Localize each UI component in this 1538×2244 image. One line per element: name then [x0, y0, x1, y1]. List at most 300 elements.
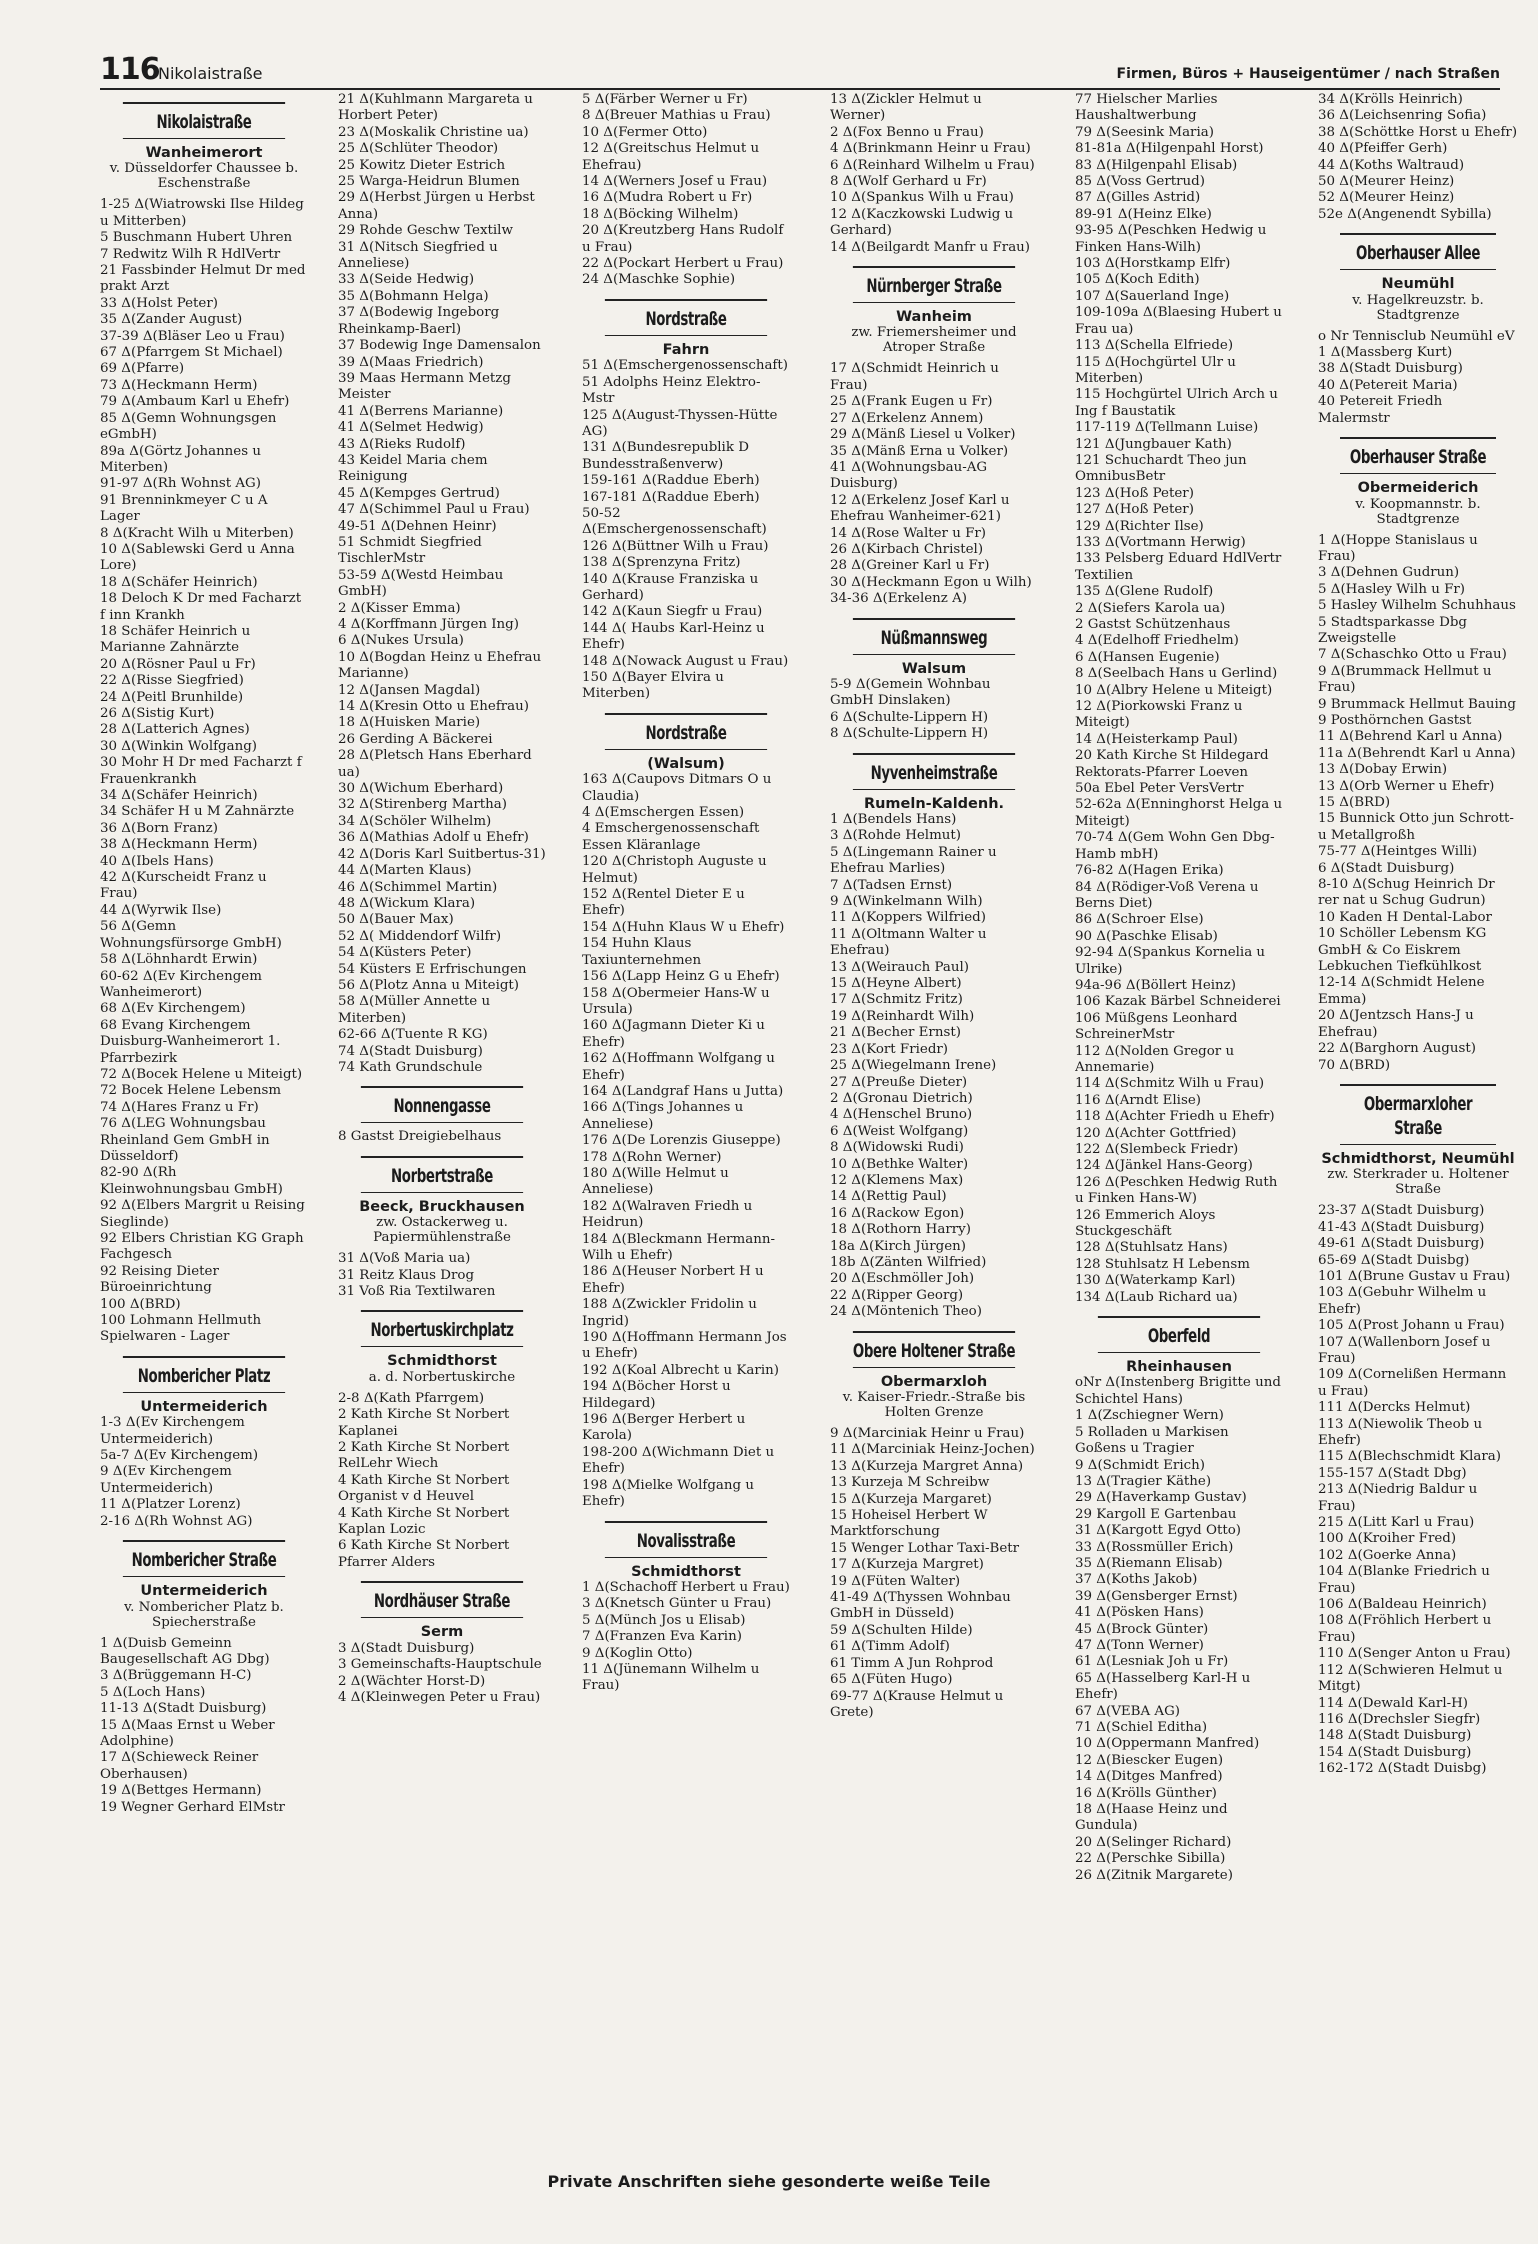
address-entry: 162 Δ(Hoffmann Wolfgang u Ehefr) [582, 1051, 775, 1083]
district-label: Obermarxloh [880, 1373, 988, 1390]
address-entry: 51 Δ(Emschergenossenschaft) [582, 358, 788, 374]
address-entry: 34 Δ(Krölls Heinrich) [1318, 92, 1463, 107]
address-entry: 133 Δ(Vortmann Herwig) [1075, 534, 1246, 550]
address-entry: 4 Emschergenossenschaft Essen Kläranlage [582, 821, 760, 853]
address-entry: 130 Δ(Waterkamp Karl) [1075, 1273, 1236, 1289]
address-entry: 154 Δ(Stadt Duisburg) [1318, 1744, 1472, 1760]
address-entry: 215 Δ(Litt Karl u Frau) [1318, 1515, 1475, 1531]
address-entry: 8-10 Δ(Schug Heinrich Dr rer nat u Schug Gudrun) [1318, 877, 1495, 909]
address-entry: 25 Warga-Heidrun Blumen [338, 174, 520, 190]
street-heading: Oberhauser Allee [1340, 233, 1496, 270]
address-entry: 22 Δ(Pockart Herbert u Frau) [582, 256, 784, 272]
address-entry: 128 Δ(Stuhlsatz Hans) [1075, 1240, 1228, 1256]
address-entry: 24 Δ(Möntenich Theo) [830, 1304, 982, 1320]
address-entry: 67 Δ(Pfarrgem St Michael) [100, 345, 283, 361]
address-entry: 77 Hielscher Marlies Haushaltwerbung [1075, 92, 1218, 124]
address-entry: 67 Δ(VEBA AG) [1075, 1703, 1180, 1719]
address-entry: 15 Δ(Heyne Albert) [830, 976, 962, 992]
district-label: Wanheim [896, 309, 972, 326]
address-entry: 47 Δ(Tonn Werner) [1075, 1637, 1204, 1653]
address-entry: 79 Δ(Ambaum Karl u Ehefr) [100, 394, 290, 410]
column-2 [338, 92, 546, 2132]
address-entry: 159-161 Δ(Raddue Eberh) [582, 473, 760, 489]
address-entry: 1 Δ(Schachoff Herbert u Frau) [582, 1579, 790, 1595]
address-entry: 4 Δ(Henschel Bruno) [830, 1107, 973, 1123]
address-entry: 10 Δ(Oppermann Manfred) [1075, 1736, 1260, 1752]
address-entry: 72 Δ(Bocek Helene u Miteigt) [100, 1066, 303, 1082]
address-entry: 22 Δ(Perschke Sibilla) [1075, 1851, 1226, 1867]
address-entry: 115 Hochgürtel Ulrich Arch u Ing f Baustatik [1075, 387, 1278, 419]
address-entry: 70 Δ(BRD) [1318, 1057, 1391, 1073]
address-entry: 1 Δ(Hoppe Stanislaus u Frau) [1318, 532, 1478, 564]
address-entry: 12 Δ(Erkelenz Josef Karl u Ehefrau Wanheimer-621) [830, 492, 1010, 525]
address-entry: oNr Δ(Instenberg Brigitte und Schichtel Hans) [1075, 1375, 1281, 1407]
address-entry: 20 Kath Kirche St Hildegard Rektorats-Pfarrer Loeven [1075, 748, 1269, 780]
address-entry: 34 Δ(Schöler Wilhelm) [338, 813, 492, 829]
address-entry: 89-91 Δ(Heinz Elke) [1075, 206, 1212, 222]
street-heading: Nombericher Straße [123, 1540, 285, 1577]
address-entry: 50a Ebel Peter VersVertr [1075, 781, 1244, 797]
address-entry: 115 Δ(Hochgürtel Ulr u Miterben) [1075, 354, 1236, 386]
address-entry: 123 Δ(Hoß Peter) [1075, 485, 1194, 501]
address-entry: 10 Δ(Fermer Otto) [582, 124, 708, 140]
address-entry: 7 Δ(Schaschko Otto u Frau) [1318, 647, 1507, 663]
address-entry: 120 Δ(Christoph Auguste u Helmut) [582, 854, 767, 886]
address-entry: 1 Δ(Duisb Gemeinn Baugesellschaft AG Dbg) [100, 1635, 270, 1667]
address-entry: 20 Δ(Kreutzberg Hans Rudolf u Frau) [582, 223, 784, 255]
address-entry: 138 Δ(Sprenzyna Fritz) [582, 555, 741, 571]
address-entry: 113 Δ(Niewolik Theob u Ehefr) [1318, 1416, 1483, 1448]
address-entry: 121 Schuchardt Theo jun OmnibusBetr [1075, 452, 1247, 485]
address-entry: 5 Δ(Färber Werner u Fr) [582, 92, 748, 107]
address-entry: 58 Δ(Müller Annette u Miterben) [338, 994, 491, 1026]
address-entry: 40 Δ(Pfeiffer Gerh) [1318, 141, 1448, 157]
address-entry: 12 Δ(Kaczkowski Ludwig u Gerhard) [830, 206, 1014, 239]
address-entry: 50 Δ(Bauer Max) [338, 912, 454, 928]
address-entry: 3 Δ(Rohde Helmut) [830, 828, 962, 844]
address-entry: 69-77 Δ(Krause Helmut u Grete) [830, 1688, 1004, 1720]
address-entry: 31 Δ(Kargott Egyd Otto) [1075, 1523, 1241, 1539]
address-entry: 43 Keidel Maria chem Reinigung [338, 452, 488, 485]
address-entry: 91-97 Δ(Rh Wohnst AG) [100, 476, 261, 492]
street-heading: Norbertuskirchplatz [361, 1310, 523, 1347]
address-entry: 47 Δ(Schimmel Paul u Frau) [338, 502, 530, 518]
address-entry: 112 Δ(Schwieren Helmut u Mitgt) [1318, 1662, 1503, 1695]
address-entry: 1 Δ(Zschiegner Wern) [1075, 1408, 1224, 1424]
address-entry: 92 Elbers Christian KG Graph Fachgesch [100, 1231, 304, 1263]
address-entry: 84 Δ(Rödiger-Voß Verena u Berns Diet) [1075, 879, 1259, 911]
address-entry: 3 Δ(Dehnen Gudrun) [1318, 565, 1460, 581]
address-entry: 126 Emmerich Aloys Stuckgeschäft [1075, 1207, 1216, 1240]
address-entry: 89a Δ(Görtz Johannes u Miterben) [100, 443, 261, 475]
address-entry: 4 Δ(Brinkmann Heinr u Frau) [830, 141, 1031, 157]
address-entry: 127 Δ(Hoß Peter) [1075, 502, 1194, 518]
address-entry: 75-77 Δ(Heintges Willi) [1318, 844, 1478, 860]
address-entry: 23 Δ(Moskalik Christine ua) [338, 124, 529, 140]
address-entry: 16 Δ(Krölls Günther) [1075, 1785, 1217, 1801]
address-entry: 154 Δ(Huhn Klaus W u Ehefr) [582, 919, 785, 935]
address-entry: 18a Δ(Kirch Jürgen) [830, 1238, 966, 1254]
address-entry: 28 Δ(Greiner Karl u Fr) [830, 558, 990, 574]
address-entry: 115 Δ(Blechschmidt Klara) [1318, 1449, 1501, 1465]
address-entry: 36 Δ(Born Franz) [100, 820, 218, 836]
address-entry: 2 Δ(Siefers Karola ua) [1075, 600, 1226, 616]
address-entry: 14 Δ(Rettig Paul) [830, 1189, 947, 1205]
street-range-note: v. Hagelkreuzstr. b. Stadtgrenze [1352, 292, 1484, 323]
address-entry: 21 Fassbinder Helmut Dr med prakt Arzt [100, 263, 306, 295]
address-entry: 91 Brenninkmeyer C u A Lager [100, 492, 268, 525]
address-entry: 13 Δ(Tragier Käthe) [1075, 1473, 1212, 1489]
address-entry: 83 Δ(Hilgenpahl Elisab) [1075, 157, 1238, 173]
address-entry: 26 Δ(Sistig Kurt) [100, 706, 215, 721]
address-entry: 92-94 Δ(Spankus Kornelia u Ulrike) [1075, 945, 1266, 977]
address-entry: 19 Δ(Reinhardt Wilh) [830, 1008, 975, 1024]
address-entry: 49-51 Δ(Dehnen Heinr) [338, 518, 497, 534]
address-entry: 43 Δ(Rieks Rudolf) [338, 436, 466, 452]
page-section: Firmen, Büros + Hauseigentümer / nach Straßen [1116, 66, 1500, 82]
address-entry: 23-37 Δ(Stadt Duisburg) [1318, 1203, 1485, 1219]
address-entry: 18 Δ(Haase Heinz und Gundula) [1075, 1802, 1228, 1834]
address-entry: 106 Δ(Baldeau Heinrich) [1318, 1597, 1487, 1613]
address-entry: 39 Maas Hermann Metzg Meister [338, 370, 511, 403]
address-entry: 148 Δ(Nowack August u Frau) [582, 653, 789, 669]
address-entry: 29 Δ(Mänß Liesel u Volker) [830, 427, 1016, 443]
address-entry: 38 Δ(Schöttke Horst u Ehefr) [1318, 124, 1518, 140]
district-label: (Walsum) [647, 755, 725, 772]
address-entry: 27 Δ(Preuße Dieter) [830, 1074, 968, 1090]
address-entry: 15 Wenger Lothar Taxi-Betr [830, 1540, 1020, 1556]
address-entry: 167-181 Δ(Raddue Eberh) [582, 489, 760, 505]
address-entry: 2 Kath Kirche St Norbert Kaplanei [338, 1407, 510, 1439]
address-entry: 12 Δ(Klemens Max) [830, 1172, 964, 1188]
address-entry: 2 Δ(Kisser Emma) [338, 600, 461, 616]
column-5 [1075, 92, 1283, 2132]
address-entry: 162-172 Δ(Stadt Duisbg) [1318, 1761, 1487, 1777]
address-entry: 11a Δ(Behrendt Karl u Anna) [1318, 745, 1516, 761]
district-label: Obermeiderich [1357, 480, 1479, 497]
address-entry: 19 Δ(Bettges Hermann) [100, 1783, 262, 1799]
address-entry: 11 Δ(Jünemann Wilhelm u Frau) [582, 1661, 760, 1694]
address-entry: 18 Δ(Huisken Marie) [338, 715, 481, 731]
address-entry: 2 Δ(Fox Benno u Frau) [830, 124, 984, 140]
address-entry: 10 Schöller Lebensm KG GmbH & Co Eiskrem Lebkuchen Tiefkühlkost [1318, 926, 1487, 975]
address-entry: 41-49 Δ(Thyssen Wohnbau GmbH in Düsseld) [830, 1590, 1011, 1622]
address-entry: 11 Δ(Marciniak Heinz-Jochen) [830, 1442, 1035, 1458]
address-entry: 144 Δ( Haubs Karl-Heinz u Ehefr) [582, 620, 765, 653]
address-entry: 30 Δ(Wichum Eberhard) [338, 781, 504, 797]
address-entry: 34 Δ(Schäfer Heinrich) [100, 788, 258, 804]
address-entry: 17 Δ(Schmitz Fritz) [830, 992, 963, 1008]
district-label: Schmidthorst [631, 1563, 741, 1580]
address-entry: 54 Küsters E Erfrischungen [338, 961, 527, 977]
address-entry: 180 Δ(Wille Helmut u Anneliese) [582, 1165, 729, 1198]
address-entry: 31 Δ(Nitsch Siegfried u Anneliese) [338, 239, 498, 272]
address-entry: 65 Δ(Füten Hugo) [830, 1672, 953, 1688]
address-entry: 11 Δ(Platzer Lorenz) [100, 1497, 241, 1513]
address-entry: 5 Δ(Lingemann Rainer u Ehefrau Marlies) [830, 844, 997, 877]
address-entry: 71 Δ(Schiel Editha) [1075, 1720, 1208, 1735]
street-heading: Novalisstraße [605, 1521, 767, 1558]
address-entry: 44 Δ(Koths Waltraud) [1318, 157, 1465, 173]
address-entry: 6 Δ(Schulte-Lippern H) [830, 709, 989, 725]
address-entry: 68 Evang Kirchengem Duisburg-Wanheimerort 1. Pfarrbezirk [100, 1017, 281, 1066]
address-entry: 13 Δ(Orb Werner u Ehefr) [1318, 778, 1495, 794]
street-heading: Nonnengasse [361, 1086, 523, 1123]
street-heading: Nordstraße [605, 299, 767, 336]
address-entry: 40 Δ(Ibels Hans) [100, 853, 214, 869]
page-number: 116 [100, 52, 160, 87]
address-entry: 18b Δ(Zänten Wilfried) [830, 1254, 987, 1270]
address-entry: 15 Δ(BRD) [1318, 795, 1391, 810]
address-entry: 184 Δ(Bleckmann Hermann-Wilh u Ehefr) [582, 1231, 776, 1263]
street-range-note: zw. Ostackerweg u. Papiermühlenstraße [373, 1215, 511, 1246]
address-entry: 5 Rolladen u Markisen Goßens u Tragier [1075, 1424, 1229, 1457]
street-heading: Nordhäuser Straße [361, 1581, 523, 1618]
address-entry: 4 Kath Kirche St Norbert Organist v d Heuvel [338, 1472, 510, 1505]
address-entry: 11 Δ(Oltmann Walter u Ehefrau) [830, 926, 987, 959]
address-entry: o Nr Tennisclub Neumühl eV [1318, 328, 1515, 344]
address-entry: 109 Δ(Cornelißen Hermann u Frau) [1318, 1367, 1507, 1399]
street-heading: Norbertstraße [361, 1156, 523, 1193]
address-entry: 178 Δ(Rohn Werner) [582, 1149, 722, 1165]
address-entry: 101 Δ(Brune Gustav u Frau) [1318, 1268, 1511, 1284]
address-entry: 10 Kaden H Dental-Labor [1318, 909, 1492, 925]
address-entry: 61 Timm A Jun Rohprod [830, 1655, 994, 1671]
address-entry: 48 Δ(Wickum Klara) [338, 895, 476, 911]
address-entry: 182 Δ(Walraven Friedh u Heidrun) [582, 1198, 753, 1231]
address-entry: 24 Δ(Maschke Sophie) [582, 272, 736, 288]
address-entry: 1 Δ(Bendels Hans) [830, 812, 957, 827]
address-entry: 21 Δ(Kuhlmann Margareta u Horbert Peter) [338, 92, 533, 124]
address-entry: 20 Δ(Rösner Paul u Fr) [100, 656, 256, 672]
address-entry: 30 Δ(Heckmann Egon u Wilh) [830, 574, 1032, 590]
address-entry: 107 Δ(Wallenborn Josef u Frau) [1318, 1334, 1491, 1366]
address-entry: 92 Δ(Elbers Margrit u Reising Sieglinde) [100, 1198, 305, 1230]
address-entry: 11 Δ(Behrend Karl u Anna) [1318, 729, 1503, 745]
address-entry: 37 Δ(Bodewig Ingeborg Rheinkamp-Baerl) [338, 305, 500, 337]
district-label: Untermeiderich [140, 1398, 268, 1415]
address-entry: 82-90 Δ(Rh Kleinwohnungsbau GmbH) [100, 1165, 283, 1197]
address-entry: 24 Δ(Peitl Brunhilde) [100, 689, 244, 705]
address-entry: 70-74 Δ(Gem Wohn Gen Dbg-Hamb mbH) [1075, 830, 1275, 862]
address-entry: 34-36 Δ(Erkelenz A) [830, 591, 968, 607]
street-heading: Oberfeld [1098, 1316, 1260, 1353]
address-entry: 8 Δ(Schulte-Lippern H) [830, 726, 989, 742]
district-label: Fahrn [662, 341, 710, 358]
street-range-note: a. d. Norbertuskirche [368, 1369, 516, 1385]
address-entry: 18 Δ(Böcking Wilhelm) [582, 206, 739, 222]
street-range-note: v. Kaiser-Friedr.-Straße bis Holten Grenze [842, 1390, 1026, 1420]
address-entry: 12 Δ(Greitschus Helmut u Ehefrau) [582, 141, 760, 173]
address-entry: 36 Δ(Mathias Adolf u Ehefr) [338, 830, 529, 846]
address-entry: 164 Δ(Landgraf Hans u Jutta) [582, 1083, 784, 1099]
address-entry: 4 Δ(Emschergen Essen) [582, 805, 745, 821]
address-entry: 12 Δ(Piorkowski Franz u Miteigt) [1075, 699, 1243, 731]
street-heading: Obermarxloher Straße [1340, 1084, 1496, 1145]
address-entry: 85 Δ(Gemn Wohnungsgen eGmbH) [100, 410, 277, 443]
address-entry: 13 Δ(Kurzeja Margret Anna) [830, 1458, 1024, 1474]
address-entry: 14 Δ(Rose Walter u Fr) [830, 525, 987, 541]
address-entry: 29 Δ(Herbst Jürgen u Herbst Anna) [338, 190, 535, 222]
address-entry: 51 Adolphs Heinz Elektro-Mstr [582, 374, 761, 407]
address-entry: 26 Δ(Kirbach Christel) [830, 541, 984, 557]
address-entry: 32 Δ(Stirenberg Martha) [338, 797, 508, 813]
address-entry: 116 Δ(Arndt Elise) [1075, 1092, 1201, 1108]
address-entry: 103 Δ(Horstkamp Elfr) [1075, 256, 1231, 272]
address-entry: 8 Δ(Breuer Mathias u Frau) [582, 108, 771, 124]
address-entry: 14 Δ(Kresin Otto u Ehefrau) [338, 699, 530, 715]
address-entry: 128 Stuhlsatz H Lebensm [1075, 1256, 1250, 1272]
column-1 [100, 92, 308, 2132]
district-label: Walsum [901, 660, 967, 677]
address-entry: 31 Δ(Voß Maria ua) [338, 1251, 471, 1267]
address-entry: 5 Δ(Münch Jos u Elisab) [582, 1612, 746, 1628]
address-entry: 4 Kath Kirche St Norbert Kaplan Lozic [338, 1505, 510, 1538]
address-entry: 106 Kazak Bärbel Schneiderei [1075, 994, 1281, 1010]
address-entry: 93-95 Δ(Peschken Hedwig u Finken Hans-Wilh) [1075, 223, 1267, 255]
address-entry: 33 Δ(Holst Peter) [100, 295, 218, 311]
street-heading: Nürnberger Straße [853, 266, 1015, 303]
address-entry: 18 Deloch K Dr med Facharzt f inn Krankh [100, 591, 302, 623]
street-heading: Nordstraße [605, 713, 767, 750]
address-entry: 38 Δ(Heckmann Herm) [100, 837, 258, 853]
address-entry: 86 Δ(Schroer Else) [1075, 912, 1204, 928]
address-entry: 17 Δ(Schmidt Heinrich u Frau) [830, 361, 999, 393]
address-entry: 59 Δ(Schulten Hilde) [830, 1622, 973, 1638]
address-entry: 1 Δ(Massberg Kurt) [1318, 345, 1453, 361]
address-entry: 14 Δ(Beilgardt Manfr u Frau) [830, 239, 1031, 255]
address-entry: 31 Reitz Klaus Drog [338, 1267, 475, 1283]
address-entry: 68 Δ(Ev Kirchengem) [100, 1001, 246, 1017]
address-entry: 25 Kowitz Dieter Estrich [338, 157, 506, 173]
address-entry: 188 Δ(Zwickler Fridolin u Ingrid) [582, 1297, 757, 1329]
street-range-note: v. Koopmannstr. b. Stadtgrenze [1355, 496, 1481, 527]
address-entry: 121 Δ(Jungbauer Kath) [1075, 436, 1232, 452]
address-entry: 12 Δ(Jansen Magdal) [338, 682, 481, 698]
address-entry: 16 Δ(Mudra Robert u Fr) [582, 190, 753, 206]
address-entry: 10 Δ(Bethke Walter) [830, 1156, 969, 1172]
address-entry: 61 Δ(Timm Adolf) [830, 1639, 950, 1655]
address-entry: 5a-7 Δ(Ev Kirchengem) [100, 1448, 259, 1464]
street-range-note: v. Nombericher Platz b. Spiecherstraße [124, 1599, 284, 1630]
address-entry: 9 Δ(Winkelmann Wilh) [830, 894, 983, 910]
address-entry: 5-9 Δ(Gemein Wohnbau GmbH Dinslaken) [830, 676, 991, 709]
address-entry: 125 Δ(August-Thyssen-Hütte AG) [582, 407, 778, 439]
address-entry: 50 Δ(Meurer Heinz) [1318, 174, 1455, 190]
address-entry: 46 Δ(Schimmel Martin) [338, 879, 498, 895]
address-entry: 2-16 Δ(Rh Wohnst AG) [100, 1513, 253, 1529]
address-entry: 9 Δ(Schmidt Erich) [1075, 1457, 1205, 1473]
address-entry: 12-14 Δ(Schmidt Helene Emma) [1318, 975, 1485, 1007]
address-entry: 33 Δ(Rossmüller Erich) [1075, 1539, 1234, 1555]
address-entry: 15 Bunnick Otto jun Schrott- u Metallgroßh [1318, 811, 1514, 843]
address-entry: 18 Schäfer Heinrich u Marianne Zahnärzte [100, 623, 251, 656]
address-entry: 41 Δ(Berrens Marianne) [338, 403, 504, 419]
column-4 [830, 92, 1038, 2132]
address-entry: 44 Δ(Marten Klaus) [338, 863, 472, 879]
address-entry: 158 Δ(Obermeier Hans-W u Ursula) [582, 985, 770, 1017]
address-entry: 2-8 Δ(Kath Pfarrgem) [338, 1390, 485, 1406]
address-entry: 29 Δ(Haverkamp Gustav) [1075, 1490, 1247, 1506]
address-entry: 19 Δ(Füten Walter) [830, 1573, 961, 1589]
address-entry: 156 Δ(Lapp Heinz G u Ehefr) [582, 969, 780, 985]
address-entry: 107 Δ(Sauerland Inge) [1075, 288, 1230, 304]
district-label: Beeck, Bruckhausen [359, 1198, 525, 1215]
address-entry: 176 Δ(De Lorenzis Giuseppe) [582, 1133, 781, 1149]
address-entry: 3 Δ(Brüggemann H-C) [100, 1668, 252, 1684]
address-entry: 69 Δ(Pfarre) [100, 361, 185, 377]
street-heading: Obere Holtener Straße [853, 1331, 1015, 1368]
address-entry: 41 Δ(Pösken Hans) [1075, 1605, 1204, 1621]
address-entry: 90 Δ(Paschke Elisab) [1075, 928, 1218, 944]
address-entry: 25 Δ(Wiegelmann Irene) [830, 1058, 997, 1074]
address-entry: 20 Δ(Eschmöller Joh) [830, 1271, 975, 1287]
address-entry: 112 Δ(Nolden Gregor u Annemarie) [1075, 1043, 1235, 1075]
address-entry: 92 Reising Dieter Büroeinrichtung [100, 1263, 219, 1296]
address-entry: 104 Δ(Blanke Friedrich u Frau) [1318, 1564, 1490, 1596]
address-entry: 7 Redwitz Wilh R HdlVertr [100, 246, 281, 262]
address-entry: 29 Rohde Geschw Textilw [338, 223, 513, 239]
address-entry: 34 Schäfer H u M Zahnärzte [100, 804, 295, 820]
address-entry: 124 Δ(Jänkel Hans-Georg) [1075, 1158, 1253, 1174]
address-entry: 9 Δ(Koglin Otto) [582, 1645, 693, 1661]
address-entry: 9 Δ(Marciniak Heinr u Frau) [830, 1426, 1025, 1441]
address-entry: 198 Δ(Mielke Wolfgang u Ehefr) [582, 1477, 754, 1510]
address-entry: 9 Brummack Hellmut Bauing [1318, 696, 1516, 712]
address-entry: 142 Δ(Kaun Siegfr u Frau) [582, 604, 763, 620]
address-entry: 116 Δ(Drechsler Siegfr) [1318, 1711, 1481, 1727]
address-entry: 7 Δ(Franzen Eva Karin) [582, 1629, 742, 1645]
address-entry: 17 Δ(Kurzeja Margret) [830, 1557, 984, 1573]
address-entry: 7 Δ(Tadsen Ernst) [830, 877, 953, 893]
address-entry: 213 Δ(Niedrig Baldur u Frau) [1318, 1482, 1478, 1514]
address-entry: 4 Δ(Korffmann Jürgen Ing) [338, 617, 519, 632]
address-entry: 105 Δ(Koch Edith) [1075, 272, 1200, 288]
footer-note: Private Anschriften siehe gesonderte weiße Teile [547, 2172, 991, 2191]
address-entry: 9 Δ(Ev Kirchengem Untermeiderich) [100, 1464, 232, 1496]
address-entry: 33 Δ(Seide Hedwig) [338, 272, 475, 288]
street-range-note: zw. Sterkrader u. Holtener Straße [1327, 1167, 1509, 1198]
address-entry: 10 Δ(Albry Helene u Miteigt) [1075, 682, 1273, 698]
address-entry: 38 Δ(Stadt Duisburg) [1318, 361, 1463, 377]
address-entry: 9 Δ(Brummack Hellmut u Frau) [1318, 663, 1492, 696]
address-entry: 198-200 Δ(Wichmann Diet u Ehefr) [582, 1444, 775, 1477]
address-entry: 126 Δ(Peschken Hedwig Ruth u Finken Hans-W) [1075, 1174, 1278, 1207]
address-entry: 36 Δ(Leichsenring Sofia) [1318, 108, 1487, 124]
district-label: Rheinhausen [1126, 1359, 1232, 1376]
address-entry: 150 Δ(Bayer Elvira u Miterben) [582, 670, 724, 702]
address-entry: 27 Δ(Erkelenz Annem) [830, 410, 984, 426]
column-6 [1318, 92, 1518, 2132]
address-entry: 40 Δ(Petereit Maria) [1318, 377, 1458, 393]
address-entry: 16 Δ(Rackow Egon) [830, 1205, 965, 1221]
address-entry: 62-66 Δ(Tuente R KG) [338, 1027, 488, 1043]
address-entry: 12 Δ(Biescker Eugen) [1075, 1752, 1224, 1768]
address-entry: 6 Kath Kirche St Norbert Pfarrer Alders [338, 1538, 510, 1570]
address-entry: 40 Petereit Friedh Malermstr [1318, 394, 1443, 426]
address-entry: 131 Δ(Bundesrepublik D Bundesstraßenverw) [582, 440, 749, 472]
street-heading: Oberhauser Straße [1340, 437, 1496, 474]
address-entry: 76 Δ(LEG Wohnungsbau Rheinland Gem GmbH in Düsseldorf) [100, 1116, 270, 1164]
street-heading: Nyvenheimstraße [853, 753, 1015, 790]
address-entry: 52 Δ(Meurer Heinz) [1318, 190, 1455, 206]
address-entry: 117-119 Δ(Tellmann Luise) [1075, 420, 1259, 436]
address-entry: 37 Δ(Koths Jakob) [1075, 1572, 1198, 1588]
address-entry: 28 Δ(Latterich Agnes) [100, 722, 250, 738]
address-entry: 10 Δ(Bogdan Heinz u Ehefrau Marianne) [338, 649, 542, 682]
address-entry: 56 Δ(Plotz Anna u Miteigt) [338, 977, 520, 993]
address-entry: 8 Δ(Kracht Wilh u Miterben) [100, 525, 294, 541]
